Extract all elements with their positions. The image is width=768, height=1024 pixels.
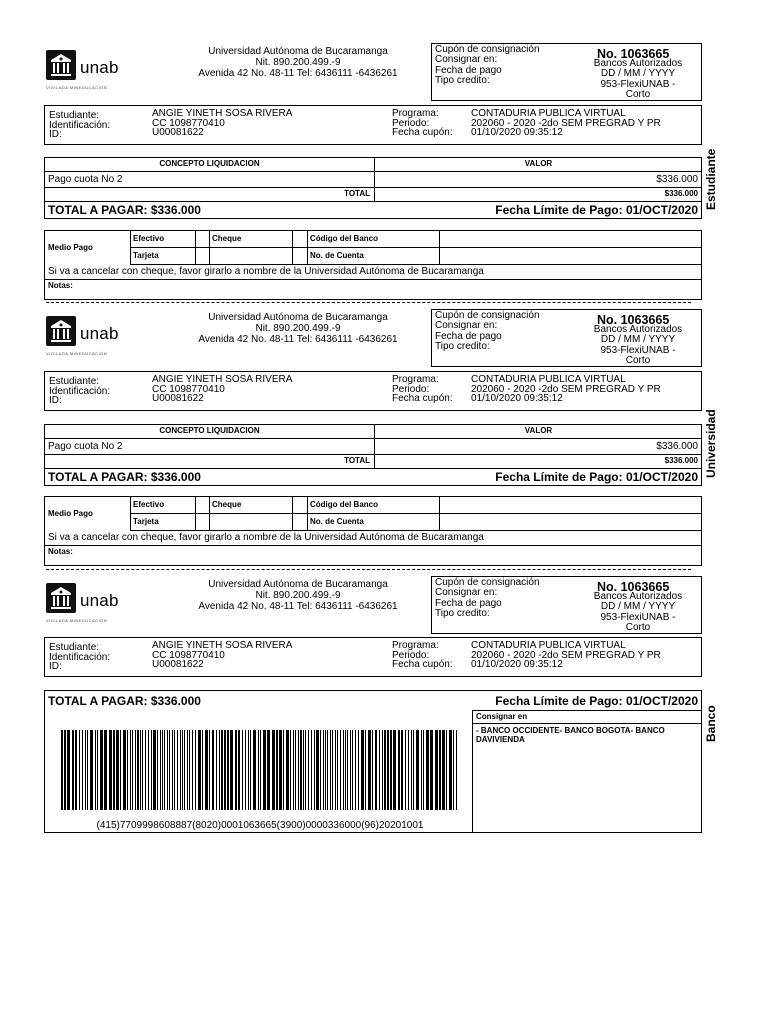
banks-authorized: Bancos Autorizados	[593, 324, 683, 335]
value-header: VALOR	[524, 159, 553, 168]
logo-text: unab	[80, 324, 119, 343]
barcode-bar	[174, 730, 175, 810]
coupon-box	[431, 576, 702, 634]
barcode-bar	[279, 730, 282, 810]
id-label: ID:	[49, 661, 62, 673]
barcode-bar	[361, 730, 364, 810]
barcode-bar	[61, 730, 63, 810]
barcode-bar	[286, 730, 289, 810]
barcode-bar	[382, 730, 383, 810]
total-value: $336.000	[664, 189, 698, 198]
concept-value: $336.000	[656, 174, 698, 185]
barcode-bar	[192, 730, 193, 810]
barcode-bar	[162, 730, 163, 810]
barcode-bar	[330, 730, 331, 810]
logo-text: unab	[80, 58, 119, 77]
program-label: Programa:	[392, 640, 439, 651]
barcode-bar	[216, 730, 217, 810]
date-format: DD / MM / YYYY	[600, 334, 676, 346]
barcode-bar	[293, 730, 294, 810]
concept-header: CONCEPTO LIQUIDACION	[159, 426, 260, 435]
barcode-bar	[358, 730, 359, 810]
barcode-bar	[64, 730, 66, 810]
barcode-bar	[148, 730, 149, 810]
medio-pago-label: Medio Pago	[48, 243, 93, 252]
barcode-bar	[267, 730, 270, 810]
barcode-bar	[258, 730, 259, 810]
barcode-bar	[180, 730, 181, 810]
banks-authorized: Bancos Autorizados	[593, 591, 683, 602]
barcode-bar	[97, 730, 98, 810]
credit-type: 953-FlexiUNAB - Corto	[600, 611, 676, 633]
barcode-bar	[137, 730, 139, 810]
barcode-bar	[350, 730, 351, 810]
barcode-bar	[416, 730, 419, 810]
barcode-bar	[426, 730, 429, 810]
date-label: Fecha cupón:	[392, 127, 453, 139]
barcode-bar	[335, 730, 336, 810]
coupon-labels	[435, 578, 540, 619]
barcode-bar	[253, 730, 256, 810]
logo-tagline: VIGILADA MINEDUCACIÓN	[46, 85, 108, 90]
barcode-bar	[157, 730, 158, 810]
barcode-bar	[421, 730, 422, 810]
credit-type: 953-FlexiUNAB - Corto	[600, 78, 676, 100]
barcode-bar	[398, 730, 400, 810]
student-values	[152, 641, 292, 670]
barcode-bar	[300, 730, 302, 810]
barcode-bar	[340, 730, 341, 810]
student-label: Estudiante:	[49, 642, 100, 653]
payment-deadline: Fecha Límite de Pago: 01/OCT/2020	[495, 694, 698, 708]
barcode-bar	[368, 730, 371, 810]
barcode-bar	[290, 730, 291, 810]
coupon-label: Consignar en:	[435, 320, 498, 332]
coupon-label: Consignar en:	[435, 54, 498, 66]
barcode-bar	[100, 730, 103, 810]
barcode-bar	[303, 730, 304, 810]
barcode-bar	[316, 730, 319, 810]
barcode-bar	[401, 730, 403, 810]
barcode-bar	[456, 730, 457, 810]
barcode-bar	[405, 730, 406, 810]
barcode-bar	[104, 730, 107, 810]
medio-pago-label: Medio Pago	[48, 509, 93, 518]
coupon-label: Fecha de pago	[435, 597, 502, 609]
barcode-bar	[238, 730, 240, 810]
bank-payment-box	[44, 690, 702, 833]
notas-label: Notas:	[48, 547, 73, 556]
barcode-bar	[184, 730, 185, 810]
program-values	[471, 641, 661, 670]
student-ident: CC 1098770410	[152, 117, 225, 129]
barcode-bar	[151, 730, 152, 810]
university-name: Universidad Autónoma de Bucaramanga	[208, 312, 388, 323]
tarjeta-label: Tarjeta	[133, 251, 159, 260]
university-nit: Nit. 890.200.499.-9	[255, 590, 341, 601]
barcode-bar	[120, 730, 121, 810]
barcode-bar	[314, 730, 315, 810]
barcode-bar	[153, 730, 156, 810]
coupon-number: No. 1063665	[597, 313, 670, 327]
barcode-bar	[135, 730, 136, 810]
student-id: U00081622	[152, 127, 204, 139]
barcode-bar	[221, 730, 223, 810]
coupon-number: No. 1063665	[597, 47, 670, 61]
barcode-bar	[276, 730, 278, 810]
student-label: Estudiante:	[49, 376, 100, 387]
barcode-bar	[355, 730, 356, 810]
concept-value: $336.000	[656, 441, 698, 452]
program-labels	[392, 641, 453, 670]
barcode-text: (415)7709998608887(8020)0001063665(3900)0000336000(96)20201001	[96, 820, 424, 831]
barcode-bar	[260, 730, 261, 810]
barcode-bar	[343, 730, 344, 810]
barcode-bar	[177, 730, 178, 810]
barcode-bar	[219, 730, 220, 810]
student-labels	[49, 643, 110, 672]
side-label-student: Estudiante	[704, 148, 718, 210]
barcode-bar	[305, 730, 306, 810]
no-cuenta-label: No. de Cuenta	[310, 251, 364, 260]
barcode-bar	[283, 730, 284, 810]
student-id: U00081622	[152, 393, 204, 405]
barcode-bar	[442, 730, 445, 810]
total-label: TOTAL	[344, 189, 370, 198]
university-address: Avenida 42 No. 48-11 Tel: 6436111 -6436261	[198, 68, 398, 79]
barcode-bar	[439, 730, 441, 810]
student-name: ANGIE YINETH SOSA RIVERA	[152, 374, 293, 385]
barcode-bar	[263, 730, 266, 810]
program-value: CONTADURIA PUBLICA VIRTUAL	[471, 374, 626, 385]
barcode-bar	[67, 730, 70, 810]
date-format: DD / MM / YYYY	[600, 601, 676, 613]
coupon-label: Consignar en:	[435, 587, 498, 599]
payment-deadline: Fecha Límite de Pago: 01/OCT/2020	[495, 470, 698, 484]
barcode-bar	[365, 730, 366, 810]
barcode-bar	[298, 730, 299, 810]
period-label: Periodo:	[392, 649, 430, 661]
barcode-bar	[212, 730, 214, 810]
barcode-bar	[116, 730, 119, 810]
barcode-bar	[387, 730, 389, 810]
ident-label: Identificación:	[49, 119, 111, 131]
barcode-bar	[446, 730, 447, 810]
university-address: Avenida 42 No. 48-11 Tel: 6436111 -6436261	[198, 334, 398, 345]
barcode-bar	[379, 730, 380, 810]
barcode-bar	[235, 730, 237, 810]
student-info	[44, 637, 702, 677]
total-to-pay: TOTAL A PAGAR: $336.000	[48, 694, 201, 708]
barcode-bar	[164, 730, 165, 810]
date-value: 01/10/2020 09:35:12	[471, 393, 563, 405]
university-name: Universidad Autónoma de Bucaramanga	[208, 46, 388, 57]
coupon-label: Fecha de pago	[435, 330, 502, 342]
logo-text: unab	[80, 591, 119, 610]
barcode-bar	[352, 730, 353, 810]
barcode-bar	[384, 730, 386, 810]
barcode-bar	[430, 730, 433, 810]
date-label: Fecha cupón:	[392, 393, 453, 405]
barcode-bar	[435, 730, 438, 810]
date-value: 01/10/2020 09:35:12	[471, 127, 563, 139]
barcode-bar	[205, 730, 208, 810]
concept-item: Pago cuota No 2	[48, 174, 123, 185]
program-value: CONTADURIA PUBLICA VIRTUAL	[471, 108, 626, 119]
barcode-bar	[187, 730, 188, 810]
payment-deadline: Fecha Límite de Pago: 01/OCT/2020	[495, 203, 698, 217]
barcode-bar	[130, 730, 131, 810]
university-address: Avenida 42 No. 48-11 Tel: 6436111 -6436261	[198, 601, 398, 612]
cheque-label: Cheque	[212, 234, 242, 243]
barcode-bar	[323, 730, 324, 810]
tarjeta-label: Tarjeta	[133, 517, 159, 526]
coupon-bank-info	[590, 592, 686, 633]
barcode-bar	[411, 730, 412, 810]
unab-building-icon	[46, 583, 76, 613]
barcode-bar	[332, 730, 333, 810]
total-value: $336.000	[664, 456, 698, 465]
barcode-bar	[172, 730, 173, 810]
logo-tagline: VIGILADA MINEDUCACIÓN	[46, 351, 108, 356]
period-label: Periodo:	[392, 117, 430, 129]
barcode-bar	[311, 730, 312, 810]
barcode-bar	[72, 730, 74, 810]
date-label: Fecha cupón:	[392, 659, 453, 671]
concept-header: CONCEPTO LIQUIDACION	[159, 159, 260, 168]
barcode-bar	[109, 730, 112, 810]
university-nit: Nit. 890.200.499.-9	[255, 323, 341, 334]
barcode-bar	[230, 730, 233, 810]
barcode-bar	[227, 730, 229, 810]
program-label: Programa:	[392, 374, 439, 385]
barcode-bar	[142, 730, 143, 810]
banks-authorized: Bancos Autorizados	[593, 58, 683, 69]
barcode-bar	[393, 730, 396, 810]
period-label: Periodo:	[392, 383, 430, 395]
cheque-label: Cheque	[212, 500, 242, 509]
side-label-bank: Banco	[704, 705, 718, 742]
coupon-label: Cupón de consignación	[435, 310, 540, 321]
barcode-bar	[182, 730, 183, 810]
no-cuenta-label: No. de Cuenta	[310, 517, 364, 526]
barcode-bar	[320, 730, 321, 810]
efectivo-label: Efectivo	[133, 500, 165, 509]
student-id: U00081622	[152, 659, 204, 671]
barcode-bar	[345, 730, 346, 810]
student-ident: CC 1098770410	[152, 383, 225, 395]
barcode-bar	[423, 730, 424, 810]
barcode-bar	[113, 730, 115, 810]
coupon-number: No. 1063665	[597, 580, 670, 594]
barcode-bar	[85, 730, 86, 810]
barcode	[61, 730, 459, 810]
concept-item: Pago cuota No 2	[48, 441, 123, 452]
barcode-bar	[95, 730, 96, 810]
barcode-bar	[390, 730, 392, 810]
authorized-banks: - BANCO OCCIDENTE- BANCO BOGOTA- BANCO DAVIVIENDA	[476, 726, 665, 744]
barcode-bar	[453, 730, 454, 810]
barcode-bar	[189, 730, 190, 810]
barcode-bar	[169, 730, 170, 810]
barcode-bar	[75, 730, 77, 810]
value-header: VALOR	[524, 426, 553, 435]
university-header	[180, 579, 416, 612]
university-nit: Nit. 890.200.499.-9	[255, 57, 341, 68]
id-label: ID:	[49, 129, 62, 141]
coupon-label: Cupón de consignación	[435, 577, 540, 588]
barcode-bar	[82, 730, 83, 810]
barcode-bar	[167, 730, 168, 810]
barcode-bar	[160, 730, 161, 810]
barcode-bar	[87, 730, 88, 810]
cheque-note: Si va a cancelar con cheque, favor girarlo a nombre de la Universidad Autónoma de Bucaramanga	[48, 266, 484, 277]
logo-tagline: VIGILADA MINEDUCACIÓN	[46, 618, 108, 623]
barcode-bar	[413, 730, 414, 810]
ident-label: Identificación:	[49, 651, 111, 663]
id-label: ID:	[49, 395, 62, 407]
coupon-label: Tipo credito:	[435, 74, 490, 86]
barcode-bar	[245, 730, 246, 810]
total-to-pay: TOTAL A PAGAR: $336.000	[48, 470, 201, 484]
university-name: Universidad Autónoma de Bucaramanga	[208, 579, 388, 590]
date-format: DD / MM / YYYY	[600, 68, 676, 80]
coupon-label: Fecha de pago	[435, 64, 502, 76]
side-label-university: Universidad	[704, 409, 718, 478]
notas-label: Notas:	[48, 281, 73, 290]
barcode-bar	[79, 730, 80, 810]
total-label: TOTAL	[344, 456, 370, 465]
program-value: CONTADURIA PUBLICA VIRTUAL	[471, 640, 626, 651]
barcode-bar	[308, 730, 309, 810]
barcode-graphic	[61, 730, 459, 810]
barcode-bar	[347, 730, 348, 810]
period-value: 202060 - 2020 -2do SEM PREGRAD Y PR	[471, 117, 661, 129]
barcode-bar	[145, 730, 146, 810]
barcode-bar	[272, 730, 275, 810]
barcode-bar	[127, 730, 128, 810]
student-ident: CC 1098770410	[152, 649, 225, 661]
consignar-en-label: Consignar en	[476, 712, 528, 721]
efectivo-label: Efectivo	[133, 234, 165, 243]
coupon-label: Cupón de consignación	[435, 44, 540, 55]
student-name: ANGIE YINETH SOSA RIVERA	[152, 108, 293, 119]
cheque-note: Si va a cancelar con cheque, favor girarlo a nombre de la Universidad Autónoma de Bucaramanga	[48, 532, 484, 543]
barcode-bar	[140, 730, 141, 810]
barcode-bar	[198, 730, 201, 810]
coupon-label: Tipo credito:	[435, 340, 490, 352]
date-value: 01/10/2020 09:35:12	[471, 659, 563, 671]
period-value: 202060 - 2020 -2do SEM PREGRAD Y PR	[471, 383, 661, 395]
ident-label: Identificación:	[49, 385, 111, 397]
student-label: Estudiante:	[49, 110, 100, 121]
barcode-bar	[202, 730, 203, 810]
total-to-pay: TOTAL A PAGAR: $336.000	[48, 203, 201, 217]
program-label: Programa:	[392, 108, 439, 119]
codigo-banco-label: Código del Banco	[310, 500, 378, 509]
barcode-bar	[195, 730, 196, 810]
barcode-bar	[449, 730, 452, 810]
barcode-bar	[337, 730, 338, 810]
codigo-banco-label: Código del Banco	[310, 234, 378, 243]
barcode-bar	[408, 730, 409, 810]
student-name: ANGIE YINETH SOSA RIVERA	[152, 640, 293, 651]
barcode-bar	[224, 730, 226, 810]
barcode-bar	[209, 730, 210, 810]
barcode-bar	[375, 730, 377, 810]
barcode-bar	[132, 730, 133, 810]
barcode-bar	[123, 730, 126, 810]
credit-type: 953-FlexiUNAB - Corto	[600, 344, 676, 366]
barcode-bar	[242, 730, 243, 810]
barcode-bar	[250, 730, 251, 810]
barcode-bar	[295, 730, 296, 810]
barcode-bar	[248, 730, 249, 810]
period-value: 202060 - 2020 -2do SEM PREGRAD Y PR	[471, 649, 661, 661]
barcode-bar	[90, 730, 93, 810]
unab-logo	[46, 583, 126, 629]
barcode-bar	[325, 730, 326, 810]
barcode-bar	[327, 730, 328, 810]
barcode-bar	[372, 730, 373, 810]
coupon-label: Tipo credito:	[435, 607, 490, 619]
